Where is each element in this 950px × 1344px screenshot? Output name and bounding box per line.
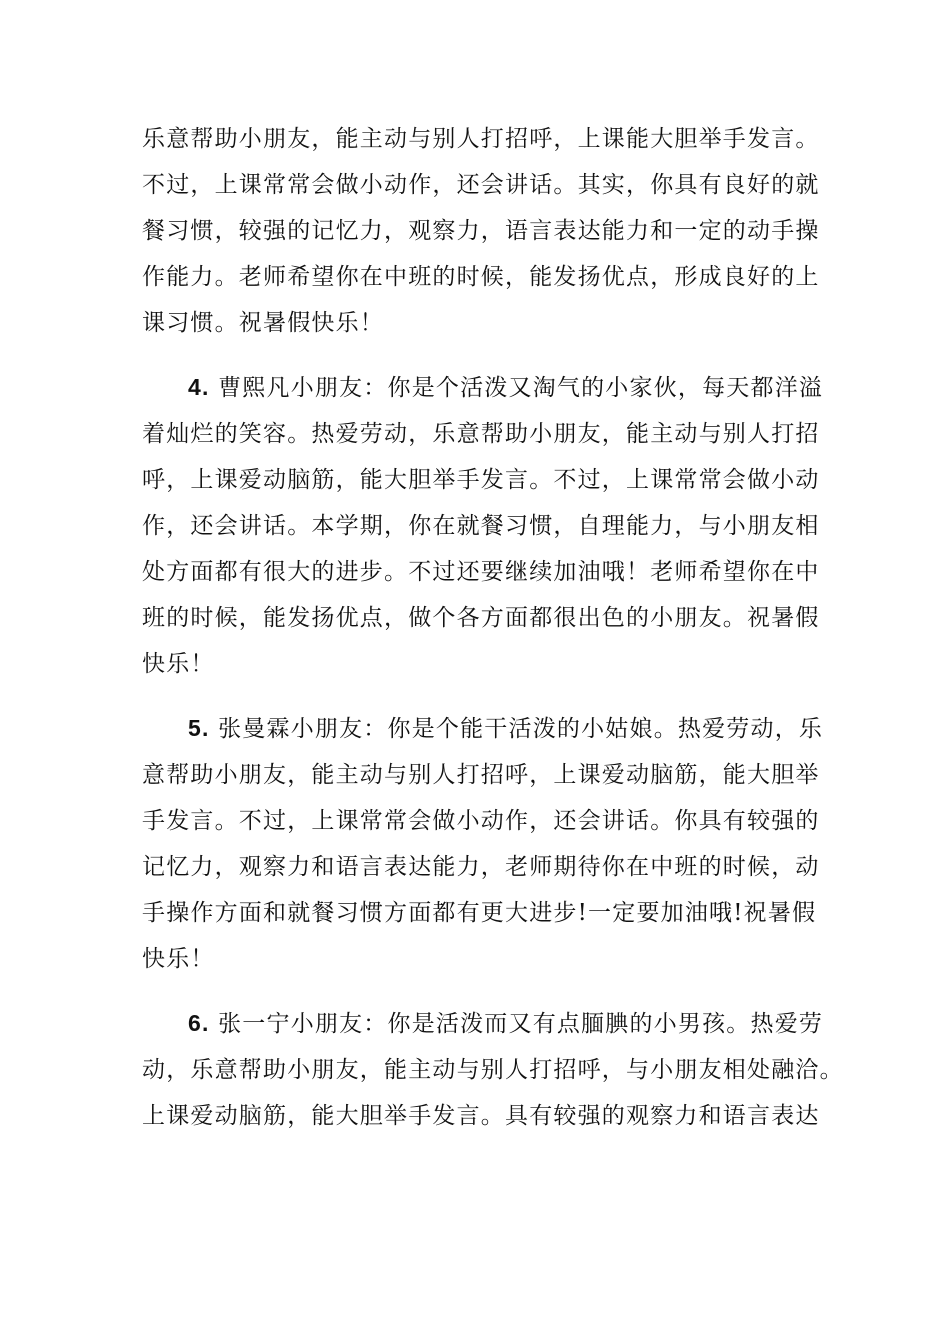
text-line: 乐意帮助小朋友，能主动与别人打招呼，上课能大胆举手发言。 bbox=[142, 126, 820, 152]
item-number: 5. bbox=[188, 715, 210, 741]
paragraph-item-6 bbox=[142, 1000, 844, 1139]
text-line: 6. 张一宁小朋友：你是活泼而又有点腼腆的小男孩。热爱劳 bbox=[188, 1010, 824, 1037]
text-line: 作，还会讲话。本学期，你在就餐习惯，自理能力，与小朋友相 bbox=[142, 513, 820, 539]
text-line: 呼，上课爱动脑筋，能大胆举手发言。不过，上课常常会做小动 bbox=[142, 467, 820, 493]
item-number: 4. bbox=[188, 374, 210, 400]
text-line: 4. 曹熙凡小朋友：你是个活泼又淘气的小家伙，每天都洋溢 bbox=[188, 374, 824, 401]
text-line: 快乐！ bbox=[142, 651, 215, 677]
text-line: 手发言。不过，上课常常会做小动作，还会讲话。你具有较强的 bbox=[142, 808, 820, 834]
text-line: 动，乐意帮助小朋友，能主动与别人打招呼，与小朋友相处融洽。 bbox=[142, 1057, 844, 1083]
text-line: 作能力。老师希望你在中班的时候，能发扬优点，形成良好的上 bbox=[142, 264, 820, 290]
paragraph-item-5 bbox=[142, 705, 822, 982]
text-line: 课习惯。祝暑假快乐！ bbox=[142, 310, 384, 336]
text-line: 意帮助小朋友，能主动与别人打招呼，上课爱动脑筋，能大胆举 bbox=[142, 762, 820, 788]
text-line: 着灿烂的笑容。热爱劳动，乐意帮助小朋友，能主动与别人打招 bbox=[142, 421, 820, 447]
item-number: 6. bbox=[188, 1010, 210, 1036]
text-line: 快乐！ bbox=[142, 946, 215, 972]
text-line: 上课爱动脑筋，能大胆举手发言。具有较强的观察力和语言表达 bbox=[142, 1103, 820, 1129]
text-line: 手操作方面和就餐习惯方面都有更大进步!一定要加油哦!祝暑假 bbox=[142, 900, 817, 926]
text-line: 不过，上课常常会做小动作，还会讲话。其实，你具有良好的就 bbox=[142, 172, 820, 198]
text-line: 处方面都有很大的进步。不过还要继续加油哦！老师希望你在中 bbox=[142, 559, 820, 585]
text-line: 班的时候，能发扬优点，做个各方面都很出色的小朋友。祝暑假 bbox=[142, 605, 820, 631]
paragraph-continuation bbox=[142, 116, 822, 346]
text-line: 5. 张曼霖小朋友：你是个能干活泼的小姑娘。热爱劳动，乐 bbox=[188, 715, 824, 742]
document-body bbox=[142, 116, 844, 1139]
text-line: 餐习惯，较强的记忆力，观察力，语言表达能力和一定的动手操 bbox=[142, 218, 820, 244]
text-line: 记忆力，观察力和语言表达能力，老师期待你在中班的时候，动 bbox=[142, 854, 820, 880]
paragraph-item-4 bbox=[142, 364, 822, 687]
